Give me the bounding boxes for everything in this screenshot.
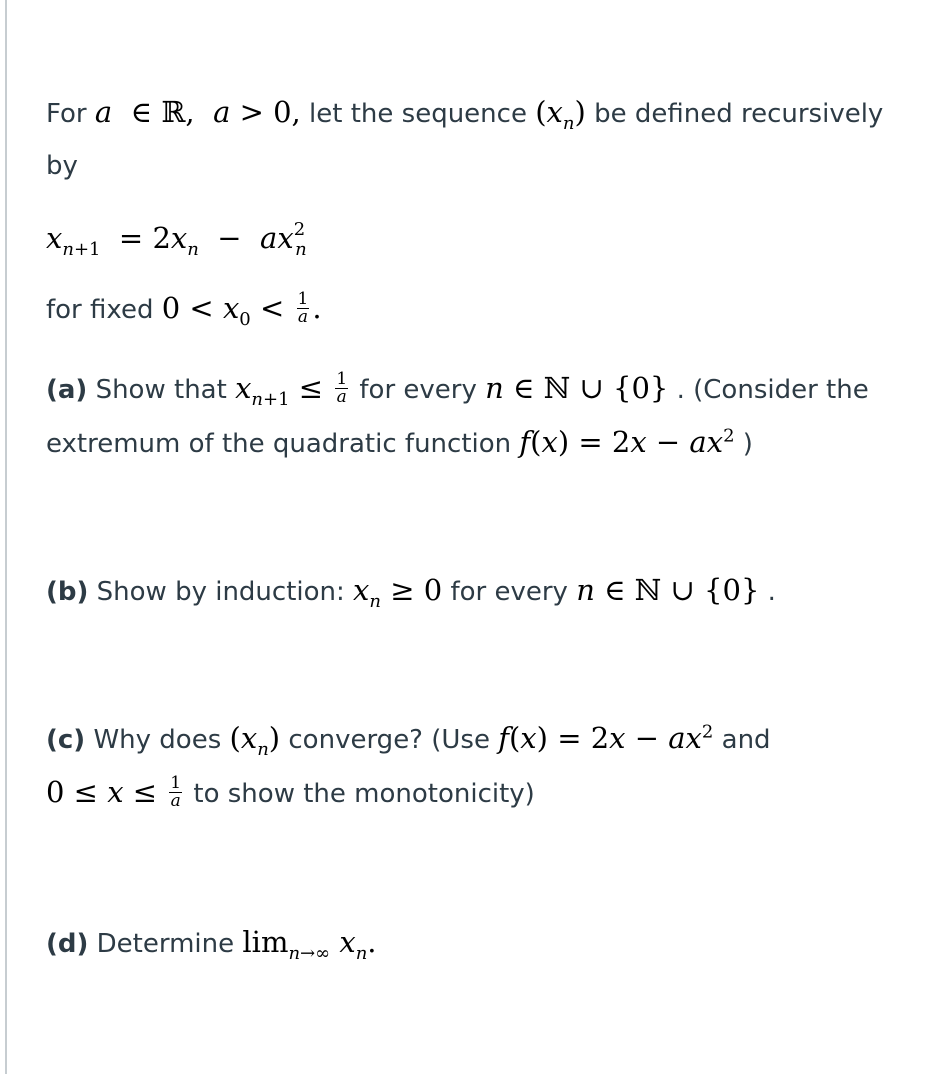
fixed-text: for fixed	[46, 295, 154, 325]
part-a-show: Show that	[95, 375, 227, 405]
part-b-end: .	[767, 577, 776, 607]
part-a-close: )	[742, 429, 753, 459]
math-f-definition-a: $f(x) = 2x - ax^2$	[519, 425, 735, 459]
math-n-domain-a: n ∈ ℕ ∪ {0}	[485, 371, 669, 405]
part-c-converge: converge? (Use	[288, 725, 490, 755]
math-xn1-bound: $x_{n+1}$ ≤ $\frac{1}{a}$	[235, 368, 348, 410]
math-xn-nonneg: $x_n \ge 0$	[353, 573, 443, 612]
part-c-label: (c)	[46, 725, 86, 755]
fixed-paragraph	[46, 282, 322, 336]
part-b-paragraph	[46, 564, 776, 618]
math-sequence: $(x_n)$	[535, 95, 586, 134]
part-a-paragraph	[46, 362, 906, 470]
intro-be-defined: be defined recursively by	[46, 99, 884, 181]
math-recursion: $x_{n+1} = 2x_n - ax^2_n$	[46, 219, 307, 260]
intro-let: let the sequence	[309, 99, 527, 129]
recursion-formula	[46, 212, 307, 266]
part-b-show: Show by induction:	[96, 577, 345, 607]
part-c-and: and	[721, 725, 771, 755]
math-sequence-c: $(x_n)$	[229, 721, 281, 760]
part-c-monotonicity: to show the monotonicity)	[193, 779, 535, 809]
part-d-label: (d)	[46, 929, 89, 959]
left-border	[5, 0, 7, 1074]
math-limit: $\lim_{n\to\infty} x_n$.	[242, 925, 377, 964]
part-b-for-every: for every	[450, 577, 568, 607]
math-a-condition: a ∈ ℝ, a > 0,	[94, 95, 301, 129]
part-d-determine: Determine	[96, 929, 235, 959]
part-b-label: (b)	[46, 577, 89, 607]
math-x-interval: 0 ≤ x ≤ $\frac{1}{a}$	[46, 772, 182, 811]
part-a-label: (a)	[46, 375, 88, 405]
part-c-paragraph	[46, 712, 771, 820]
part-a-consider: . (Consider the extremum of the quadratic function	[46, 375, 869, 459]
part-c-why: Why does	[93, 725, 222, 755]
math-f-definition-c: $f(x) = 2x - ax^2$	[498, 721, 714, 755]
intro-paragraph	[46, 86, 906, 192]
part-a-for-every: for every	[359, 375, 477, 405]
intro-for: For	[46, 99, 87, 129]
part-d-paragraph	[46, 916, 377, 970]
math-n-domain-b: n ∈ ℕ ∪ {0}	[576, 573, 760, 607]
math-x0-bounds: $0 < x_0$ < $\frac{1}{a}$ .	[161, 288, 322, 330]
